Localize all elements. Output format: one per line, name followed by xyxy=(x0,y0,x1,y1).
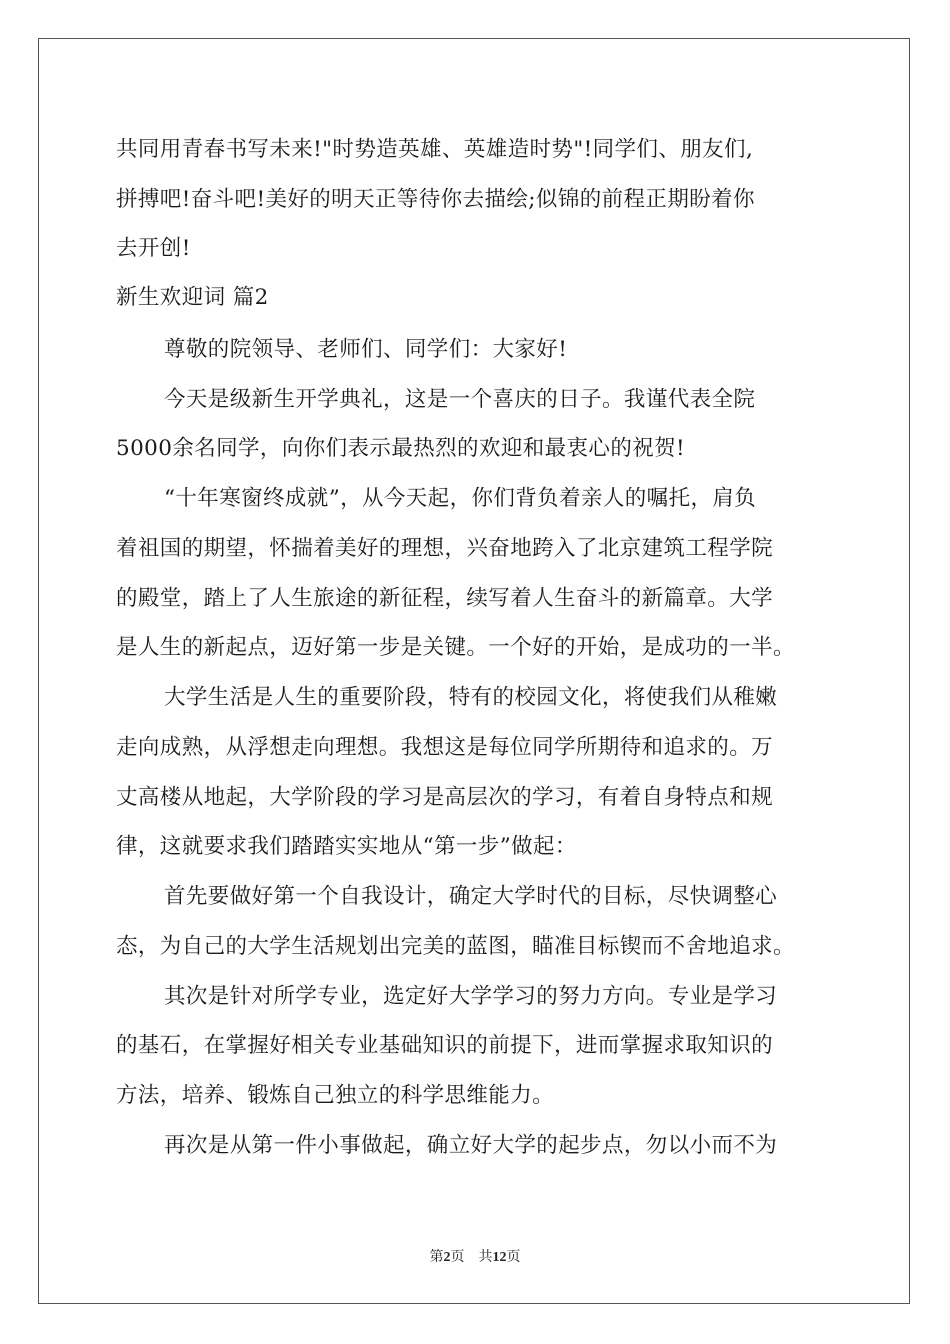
text-line: 丈高楼从地起，大学阶段的学习是高层次的学习，有着自身特点和规 xyxy=(116,785,774,810)
text-line: 其次是针对所学专业，选定好大学学习的努力方向。专业是学习 xyxy=(164,984,778,1009)
footer-page-suffix: 页 xyxy=(506,1250,521,1265)
text-line: 尊敬的院领导、老师们、同学们：大家好! xyxy=(164,337,568,362)
text-line: 律，这就要求我们踏踏实实地从“第一步”做起： xyxy=(116,834,577,859)
footer-page-prefix: 第 xyxy=(429,1250,444,1265)
text-line: “十年寒窗终成就”，从今天起，你们背负着亲人的嘱托，肩负 xyxy=(164,486,757,511)
footer-page-current: 2 xyxy=(443,1250,451,1265)
footer-page-mid: 页 共 xyxy=(450,1250,493,1265)
text-line: 共同用青春书写未来!"时势造英雄、英雄造时势"!同学们、朋友们, xyxy=(116,137,754,162)
text-line: 再次是从第一件小事做起，确立好大学的起步点，勿以小而不为 xyxy=(164,1133,778,1158)
text-line: 走向成熟，从浮想走向理想。我想这是每位同学所期待和追求的。万 xyxy=(116,735,774,760)
section-heading: 新生欢迎词 篇2 xyxy=(116,285,269,310)
text-line: 去开创! xyxy=(116,236,191,261)
page-footer xyxy=(0,1246,950,1266)
text-line: 的基石，在掌握好相关专业基础知识的前提下，进而掌握求取知识的 xyxy=(116,1033,774,1058)
page-border xyxy=(38,38,910,1304)
text-line: 是人生的新起点，迈好第一步是关键。一个好的开始，是成功的一半。 xyxy=(116,635,795,660)
text-line: 态，为自己的大学生活规划出完美的蓝图，瞄准目标锲而不舍地追求。 xyxy=(116,934,795,959)
text-line: 今天是级新生开学典礼，这是一个喜庆的日子。我谨代表全院 xyxy=(164,387,756,412)
text-line: 大学生活是人生的重要阶段，特有的校园文化，将使我们从稚嫩 xyxy=(164,685,778,710)
text-line: 5000余名同学，向你们表示最热烈的欢迎和最衷心的祝贺! xyxy=(116,436,686,461)
text-line: 着祖国的期望，怀揣着美好的理想，兴奋地跨入了北京建筑工程学院 xyxy=(116,536,774,561)
text-line: 首先要做好第一个自我设计，确定大学时代的目标，尽快调整心 xyxy=(164,884,778,909)
text-line: 拼搏吧!奋斗吧!美好的明天正等待你去描绘;似锦的前程正期盼着你 xyxy=(116,187,755,212)
footer-page-total: 12 xyxy=(492,1250,507,1265)
text-line: 的殿堂，踏上了人生旅途的新征程，续写着人生奋斗的新篇章。大学 xyxy=(116,586,774,611)
text-line: 方法，培养、锻炼自己独立的科学思维能力。 xyxy=(116,1083,555,1108)
